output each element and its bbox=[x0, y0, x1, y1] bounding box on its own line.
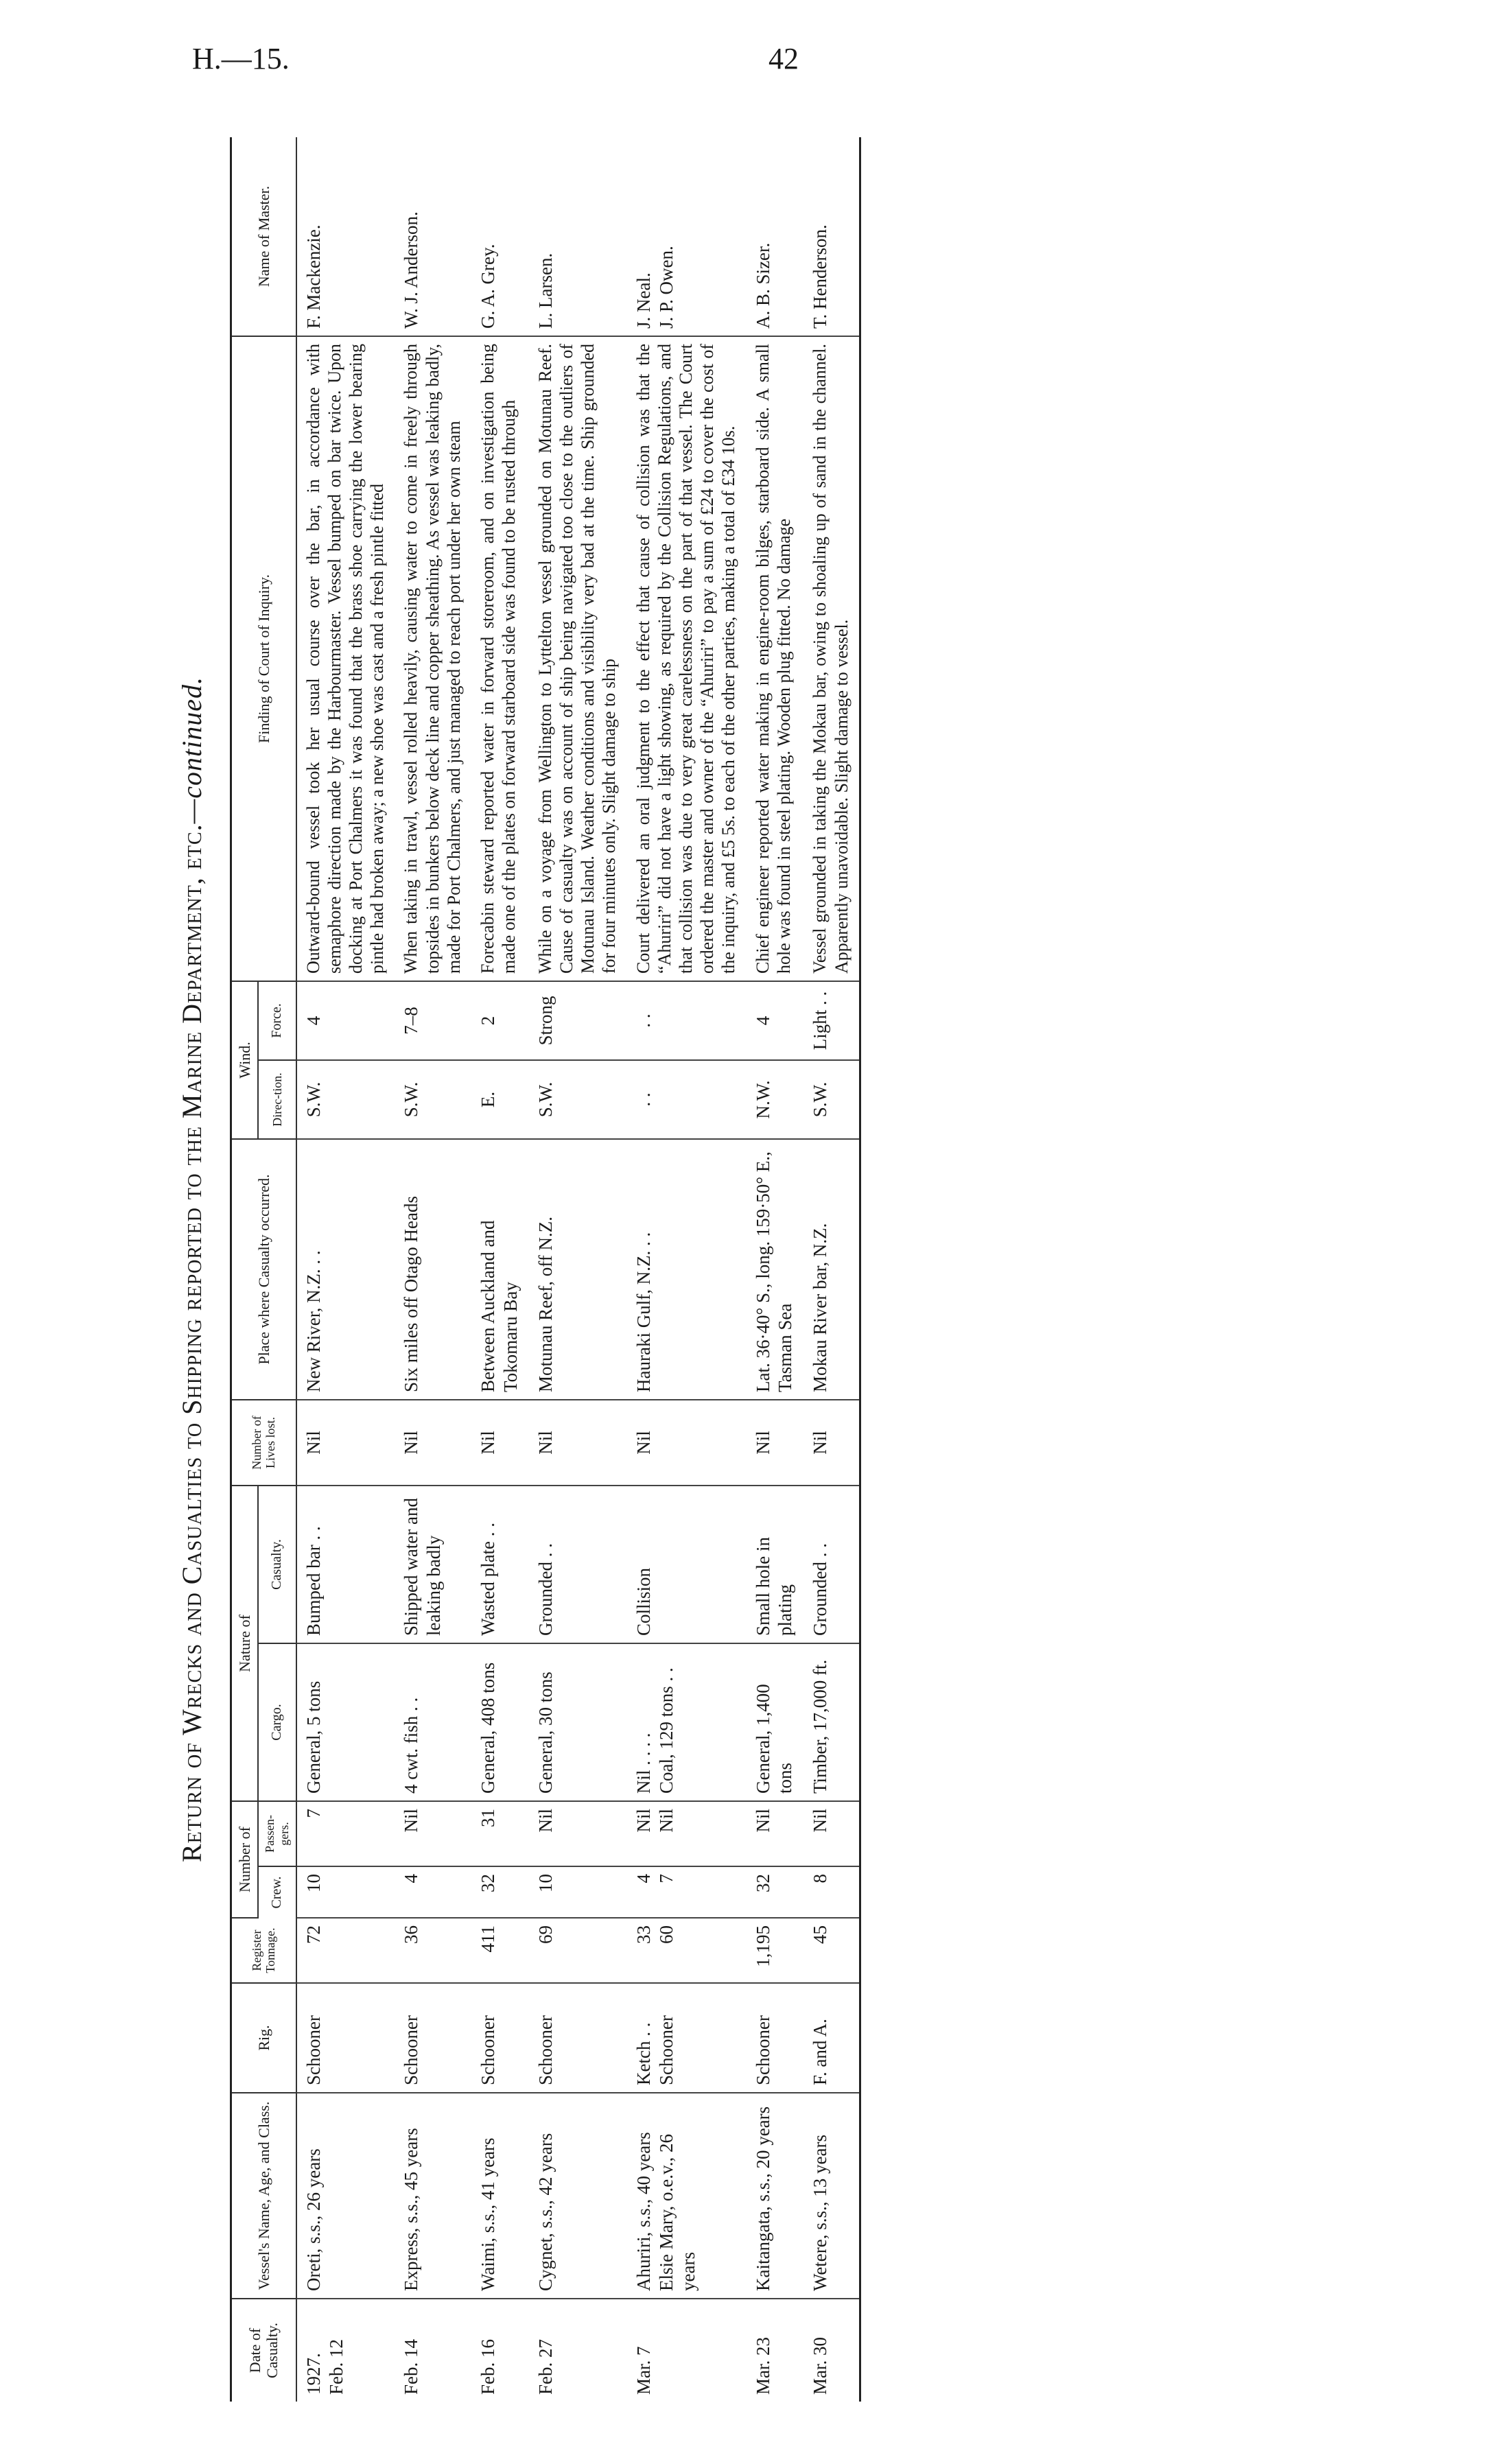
place-cell: New River, N.Z. . . bbox=[296, 1139, 395, 1400]
finding-cell: Vessel grounded in taking the Mokau bar, owing to shoaling up of sand in the channel. Apparently unavoidable. Slight damage to vessel. bbox=[803, 336, 860, 981]
col-casualty: Casualty. bbox=[258, 1486, 296, 1643]
lives-lost-cell: Nil bbox=[529, 1400, 627, 1486]
col-finding: Finding of Court of Inquiry. bbox=[231, 336, 296, 981]
wind-force-cell: . . bbox=[627, 981, 747, 1060]
table-row bbox=[395, 137, 471, 2402]
place-cell: Motunau Reef, off N.Z. bbox=[529, 1139, 627, 1400]
crew-cell: 10 bbox=[529, 1866, 627, 1918]
vessel-cell: Wetere, s.s., 13 years bbox=[803, 2093, 860, 2299]
table-row bbox=[747, 137, 804, 2402]
date-cell: Mar. 7 bbox=[633, 2346, 654, 2395]
passengers-cell: Nil bbox=[803, 1801, 860, 1866]
master-cell: T. Henderson. bbox=[803, 137, 860, 336]
finding-cell: While on a voyage from Wellington to Lyttelton vessel grounded on Motunau Reef. Cause of casualty was on account of ship being navigated too close to the outliers of Motunau Island. Weather conditions and visibility very bad at the time. Ship grounded for four minutes only. Slight damage to ship bbox=[529, 336, 627, 981]
cargo-cell: General, 5 tons bbox=[296, 1643, 395, 1801]
table-row bbox=[296, 137, 395, 2402]
vessel-cell: Kaitangata, s.s., 20 years bbox=[747, 2093, 804, 2299]
cargo-cell: Timber, 17,000 ft. bbox=[803, 1643, 860, 1801]
finding-cell: Court delivered an oral judgment to the effect that cause of collision was that the “Ahuriri” did not have a light showing, as required by the Collision Regulations, and that collision was due to very great carelessness on the part of that vessel. The Court ordered the master and owner of the “Ahuriri” to pay a sum of £24 to cover the cost of the inquiry, and £5 5s. to each of the other parties, making a total of £34 10s. bbox=[627, 336, 747, 981]
wind-force-cell: Strong bbox=[529, 981, 627, 1060]
casualty-table bbox=[230, 137, 861, 2402]
wind-direction-cell: S.W. bbox=[395, 1060, 471, 1139]
rig-cell: Schooner bbox=[296, 1983, 395, 2093]
wind-direction-cell: N.W. bbox=[747, 1060, 804, 1139]
passengers-cell: 7 bbox=[296, 1801, 395, 1866]
vessel-cell: Express, s.s., 45 years bbox=[395, 2093, 471, 2299]
place-cell: Between Auckland and Tokomaru Bay bbox=[471, 1139, 529, 1400]
lives-lost-cell: Nil bbox=[747, 1400, 804, 1486]
date-cell: Mar. 30 bbox=[803, 2299, 860, 2402]
rotated-table-block bbox=[168, 137, 1369, 2402]
col-rig: Rig. bbox=[231, 1983, 296, 2093]
passengers-cell: Nil bbox=[395, 1801, 471, 1866]
col-passengers: Passen-gers. bbox=[258, 1801, 296, 1866]
passengers-cell: Nil Nil bbox=[627, 1801, 747, 1866]
crew-cell: 4 7 bbox=[627, 1866, 747, 1918]
tonnage-cell: 45 bbox=[803, 1918, 860, 1983]
cargo-cell: General, 30 tons bbox=[529, 1643, 627, 1801]
casualty-cell: Small hole in plating bbox=[747, 1486, 804, 1643]
vessel-cell: Oreti, s.s., 26 years bbox=[296, 2093, 395, 2299]
wind-direction-cell: E. bbox=[471, 1060, 529, 1139]
cargo-cell: General, 1,400 tons bbox=[747, 1643, 804, 1801]
col-direction: Direc-tion. bbox=[258, 1060, 296, 1139]
master-cell: J. Neal. J. P. Owen. bbox=[627, 137, 747, 336]
cargo-cell: General, 408 tons bbox=[471, 1643, 529, 1801]
col-force: Force. bbox=[258, 981, 296, 1060]
col-date: Date of Casualty. bbox=[231, 2299, 296, 2402]
place-cell: Lat. 36·40° S., long. 159·50° E., Tasman Sea bbox=[747, 1139, 804, 1400]
crew-cell: 4 bbox=[395, 1866, 471, 1918]
col-lives-lost: Number of Lives lost. bbox=[231, 1400, 296, 1486]
rig-cell: Schooner bbox=[529, 1983, 627, 2093]
col-vessel: Vessel's Name, Age, and Class. bbox=[231, 2093, 296, 2299]
tonnage-cell: 36 bbox=[395, 1918, 471, 1983]
col-cargo: Cargo. bbox=[258, 1643, 296, 1801]
master-cell: W. J. Anderson. bbox=[395, 137, 471, 336]
master-cell: F. Mackenzie. bbox=[296, 137, 395, 336]
crew-cell: 10 bbox=[296, 1866, 395, 1918]
wind-direction-cell: S.W. bbox=[803, 1060, 860, 1139]
rig-cell: Schooner bbox=[395, 1983, 471, 2093]
table-title bbox=[168, 137, 216, 2402]
cargo-cell: 4 cwt. fish . . bbox=[395, 1643, 471, 1801]
rig-cell: Ketch . . Schooner bbox=[627, 1983, 747, 2093]
casualty-cell: Grounded . . bbox=[529, 1486, 627, 1643]
casualty-cell: Grounded . . bbox=[803, 1486, 860, 1643]
col-number-of: Number of bbox=[231, 1801, 259, 1918]
finding-cell: When taking in trawl, vessel rolled heavily, causing water to come in freely through topsides in bunkers below deck line and copper sheathing. As vessel was leaking badly, made for Port Chalmers, and just managed to reach port under her own steam bbox=[395, 336, 471, 981]
wind-force-cell: 4 bbox=[296, 981, 395, 1060]
tonnage-cell: 69 bbox=[529, 1918, 627, 1983]
date-cell: Feb. 27 bbox=[535, 2339, 556, 2395]
place-cell: Six miles off Otago Heads bbox=[395, 1139, 471, 1400]
col-place: Place where Casualty occurred. bbox=[231, 1139, 296, 1400]
lives-lost-cell: Nil bbox=[296, 1400, 395, 1486]
title-suffix: —continued. bbox=[176, 677, 207, 824]
wind-direction-cell: S.W. bbox=[529, 1060, 627, 1139]
casualty-cell: Collision bbox=[627, 1486, 747, 1643]
vessel-cell: Cygnet, s.s., 42 years bbox=[529, 2093, 627, 2299]
rig-cell: Schooner bbox=[747, 1983, 804, 2093]
master-cell: A. B. Sizer. bbox=[747, 137, 804, 336]
cargo-cell: Nil . . . . Coal, 129 tons . . bbox=[627, 1643, 747, 1801]
crew-cell: 32 bbox=[471, 1866, 529, 1918]
casualty-cell: Bumped bar . . bbox=[296, 1486, 395, 1643]
lives-lost-cell: Nil bbox=[803, 1400, 860, 1486]
finding-cell: Forecabin steward reported water in forward storeroom, and on investigation being made one of the plates on forward starboard side was found to be rusted through bbox=[471, 336, 529, 981]
master-cell: L. Larsen. bbox=[529, 137, 627, 336]
rig-cell: Schooner bbox=[471, 1983, 529, 2093]
passengers-cell: 31 bbox=[471, 1801, 529, 1866]
col-master: Name of Master. bbox=[231, 137, 296, 336]
title-main: Return of Wrecks and Casualties to Shipping reported to the Marine Department, etc. bbox=[176, 823, 207, 1862]
table-row bbox=[803, 137, 860, 2402]
wind-force-cell: 4 bbox=[747, 981, 804, 1060]
page-header: H.—15. bbox=[192, 42, 290, 75]
lives-lost-cell: Nil bbox=[471, 1400, 529, 1486]
date-cell: Feb. 16 bbox=[477, 2339, 498, 2395]
table-row bbox=[529, 137, 627, 2402]
year-label: 1927. bbox=[303, 2353, 324, 2395]
lives-lost-cell: Nil bbox=[627, 1400, 747, 1486]
tonnage-cell: 72 bbox=[296, 1918, 395, 1983]
tonnage-cell: 33 60 bbox=[627, 1918, 747, 1983]
place-cell: Mokau River bar, N.Z. bbox=[803, 1139, 860, 1400]
finding-cell: Chief engineer reported water making in engine-room bilges, starboard side. A small hole was found in steel plating. Wooden plug fitted. No damage bbox=[747, 336, 804, 981]
master-cell: G. A. Grey. bbox=[471, 137, 529, 336]
wind-force-cell: 7–8 bbox=[395, 981, 471, 1060]
lives-lost-cell: Nil bbox=[395, 1400, 471, 1486]
vessel-cell: Ahuriri, s.s., 40 years Elsie Mary, o.e.v., 26 years bbox=[627, 2093, 747, 2299]
passengers-cell: Nil bbox=[529, 1801, 627, 1866]
date-cell: 1927. Feb. 12 bbox=[296, 2299, 395, 2402]
wind-force-cell: Light . . bbox=[803, 981, 860, 1060]
table-row bbox=[471, 137, 529, 2402]
tonnage-cell: 411 bbox=[471, 1918, 529, 1983]
date-cell: Feb. 14 bbox=[401, 2339, 422, 2395]
crew-cell: 32 bbox=[747, 1866, 804, 1918]
table-row bbox=[627, 137, 747, 2402]
col-nature-of: Nature of bbox=[231, 1486, 259, 1801]
page-number: 42 bbox=[768, 42, 799, 75]
col-crew: Crew. bbox=[258, 1866, 296, 1918]
place-cell: Hauraki Gulf, N.Z. . . bbox=[627, 1139, 747, 1400]
table-body bbox=[296, 137, 860, 2402]
tonnage-cell: 1,195 bbox=[747, 1918, 804, 1983]
vessel-cell: Waimi, s.s., 41 years bbox=[471, 2093, 529, 2299]
date-cell: Mar. 23 bbox=[752, 2337, 773, 2395]
col-tonnage: Register Tonnage. bbox=[231, 1918, 296, 1983]
wind-direction-cell: S.W. bbox=[296, 1060, 395, 1139]
crew-cell: 8 bbox=[803, 1866, 860, 1918]
finding-cell: Outward-bound vessel took her usual course over the bar, in accordance with semaphore direction made by the Harbourmaster. Vessel bumped on bar twice. Upon docking at Port Chalmers it was found that the brass shoe carrying the lower bearing pintle had broken away; a new shoe was cast and a fresh pintle fitted bbox=[296, 336, 395, 981]
col-wind: Wind. bbox=[231, 981, 259, 1139]
wind-direction-cell: . . bbox=[627, 1060, 747, 1139]
casualty-cell: Shipped water and leaking badly bbox=[395, 1486, 471, 1643]
casualty-cell: Wasted plate . . bbox=[471, 1486, 529, 1643]
wind-force-cell: 2 bbox=[471, 981, 529, 1060]
passengers-cell: Nil bbox=[747, 1801, 804, 1866]
rig-cell: F. and A. bbox=[803, 1983, 860, 2093]
